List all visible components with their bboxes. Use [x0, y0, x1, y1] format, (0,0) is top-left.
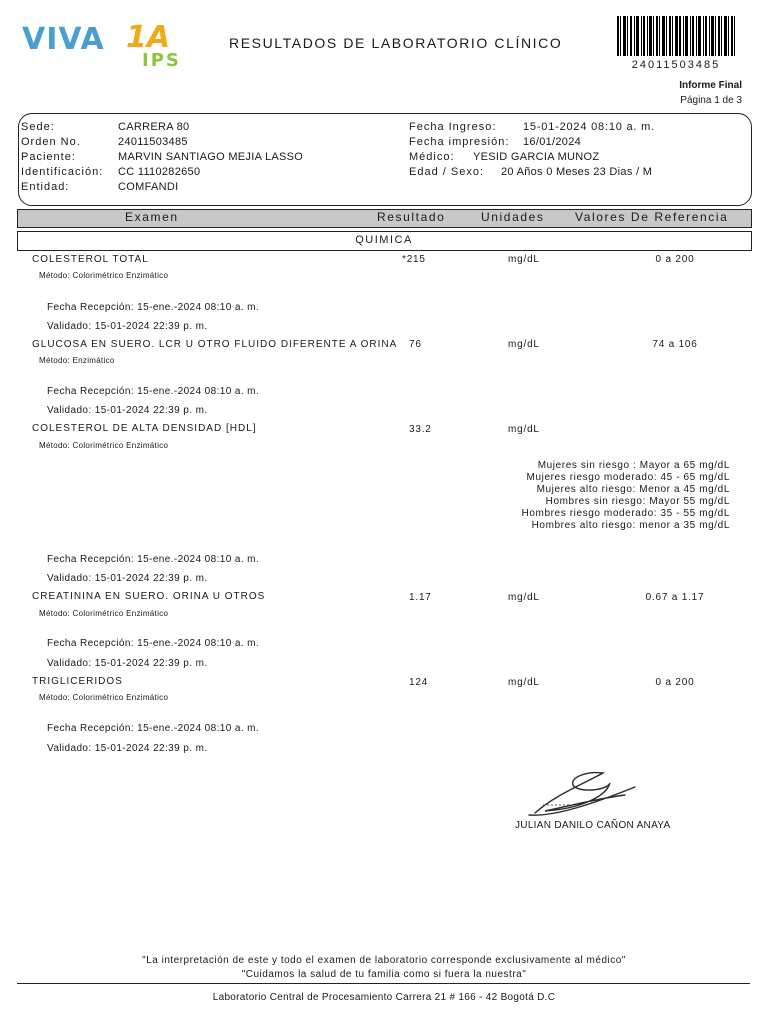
medico-value: YESID GARCIA MUNOZ	[473, 151, 600, 163]
signature-name: JULIAN DANILO CAÑON ANAYA	[515, 820, 671, 831]
logo-ips-text: IPS	[142, 50, 181, 71]
page-title: RESULTADOS DE LABORATORIO CLÍNICO	[229, 35, 563, 51]
test-name: COLESTEROL DE ALTA DENSIDAD [HDL]	[32, 423, 257, 434]
test-unit: mg/dL	[508, 339, 540, 350]
column-unidades: Unidades	[481, 210, 545, 224]
barcode-icon	[617, 16, 735, 56]
test-reference: 74 a 106	[652, 339, 698, 350]
test-result: 76	[409, 339, 422, 350]
identificacion-label: Identificación:	[21, 166, 104, 178]
test-unit: mg/dL	[508, 254, 540, 265]
column-resultado: Resultado	[377, 210, 446, 224]
test-method: Método: Colorimétrico Enzimático	[39, 271, 169, 280]
barcode-number: 24011503485	[631, 59, 721, 71]
footer-disclaimer: "La interpretación de este y todo el examen de laboratorio corresponde exclusivamente al médico"	[142, 955, 626, 966]
test-reference: 0.67 a 1.17	[645, 592, 705, 603]
footer-address: Laboratorio Central de Procesamiento Carrera 21 # 166 - 42 Bogotá D.C	[212, 992, 556, 1003]
orden-label: Orden No.	[21, 136, 81, 148]
test-validated: Validado: 15-01-2024 22:39 p. m.	[47, 573, 208, 584]
paciente-value: MARVIN SANTIAGO MEJIA LASSO	[118, 151, 304, 163]
fecha-impresion-value: 16/01/2024	[523, 136, 582, 148]
test-validated: Validado: 15-01-2024 22:39 p. m.	[47, 321, 208, 332]
footer-slogan: "Cuidamos la salud de tu familia como si fuera la nuestra"	[241, 969, 527, 980]
test-method: Método: Colorimétrico Enzimático	[39, 441, 169, 450]
test-method: Método: Colorimétrico Enzimático	[39, 609, 169, 618]
entidad-label: Entidad:	[21, 181, 70, 193]
test-unit: mg/dL	[508, 424, 540, 435]
edad-sexo-label: Edad / Sexo:	[409, 166, 484, 178]
identificacion-value: CC 1110282650	[118, 166, 201, 178]
hdl-reference-line: Mujeres riesgo moderado: 45 - 65 mg/dL	[526, 472, 730, 483]
test-name: GLUCOSA EN SUERO. LCR U OTRO FLUIDO DIFERENTE A ORINA	[32, 339, 398, 350]
test-name: COLESTEROL TOTAL	[32, 254, 149, 265]
edad-sexo-value: 20 Años 0 Meses 23 Dias / M	[501, 166, 653, 178]
orden-value: 24011503485	[118, 136, 188, 148]
test-name: CREATININA EN SUERO. ORINA U OTROS	[32, 591, 266, 602]
hdl-reference-line: Mujeres alto riesgo: Menor a 45 mg/dL	[536, 484, 730, 495]
sede-label: Sede:	[21, 121, 55, 133]
hdl-reference-line: Hombres alto riesgo: menor a 35 mg/dL	[531, 520, 730, 531]
test-validated: Validado: 15-01-2024 22:39 p. m.	[47, 743, 208, 754]
test-result: 33.2	[409, 424, 432, 435]
test-result: 124	[409, 677, 429, 688]
column-referencia: Valores De Referencia	[575, 210, 729, 224]
test-reference: 0 a 200	[655, 677, 695, 688]
fecha-ingreso-value: 15-01-2024 08:10 a. m.	[523, 121, 655, 133]
test-name: TRIGLICERIDOS	[32, 676, 123, 687]
test-reference: 0 a 200	[655, 254, 695, 265]
fecha-impresion-label: Fecha impresión:	[409, 136, 510, 148]
test-validated: Validado: 15-01-2024 22:39 p. m.	[47, 405, 208, 416]
logo-1a-text: 1A	[126, 20, 171, 55]
entidad-value: COMFANDI	[118, 181, 179, 193]
viva-1a-ips-logo	[22, 20, 182, 72]
test-result: 1.17	[409, 592, 432, 603]
test-received: Fecha Recepción: 15-ene.-2024 08:10 a. m.	[47, 554, 260, 565]
hdl-reference-line: Hombres sin riesgo: Mayor 55 mg/dL	[545, 496, 730, 507]
test-result: *215	[402, 254, 426, 265]
hdl-reference-line: Hombres riesgo moderado: 35 - 55 mg/dL	[521, 508, 730, 519]
test-received: Fecha Recepción: 15-ene.-2024 08:10 a. m.	[47, 723, 260, 734]
signature-image	[515, 765, 665, 825]
test-validated: Validado: 15-01-2024 22:39 p. m.	[47, 658, 208, 669]
sede-value: CARRERA 80	[118, 121, 190, 133]
page-indicator: Página 1 de 3	[680, 95, 742, 106]
test-unit: mg/dL	[508, 677, 540, 688]
section-title: QUIMICA	[355, 234, 413, 246]
test-method: Método: Colorimétrico Enzimático	[39, 693, 169, 702]
test-received: Fecha Recepción: 15-ene.-2024 08:10 a. m.	[47, 386, 260, 397]
test-method: Método: Enzimático	[39, 356, 115, 365]
medico-label: Médico:	[409, 151, 455, 163]
hdl-reference-block	[480, 460, 730, 532]
hdl-reference-line: Mujeres sin riesgo : Mayor a 65 mg/dL	[537, 460, 730, 471]
test-unit: mg/dL	[508, 592, 540, 603]
test-received: Fecha Recepción: 15-ene.-2024 08:10 a. m.	[47, 302, 260, 313]
logo-viva-text: VIVA	[22, 22, 105, 57]
column-examen: Examen	[125, 210, 179, 224]
paciente-label: Paciente:	[21, 151, 76, 163]
fecha-ingreso-label: Fecha Ingreso:	[409, 121, 497, 133]
footer-divider	[17, 983, 750, 984]
test-received: Fecha Recepción: 15-ene.-2024 08:10 a. m.	[47, 638, 260, 649]
report-status: Informe Final	[679, 80, 742, 91]
